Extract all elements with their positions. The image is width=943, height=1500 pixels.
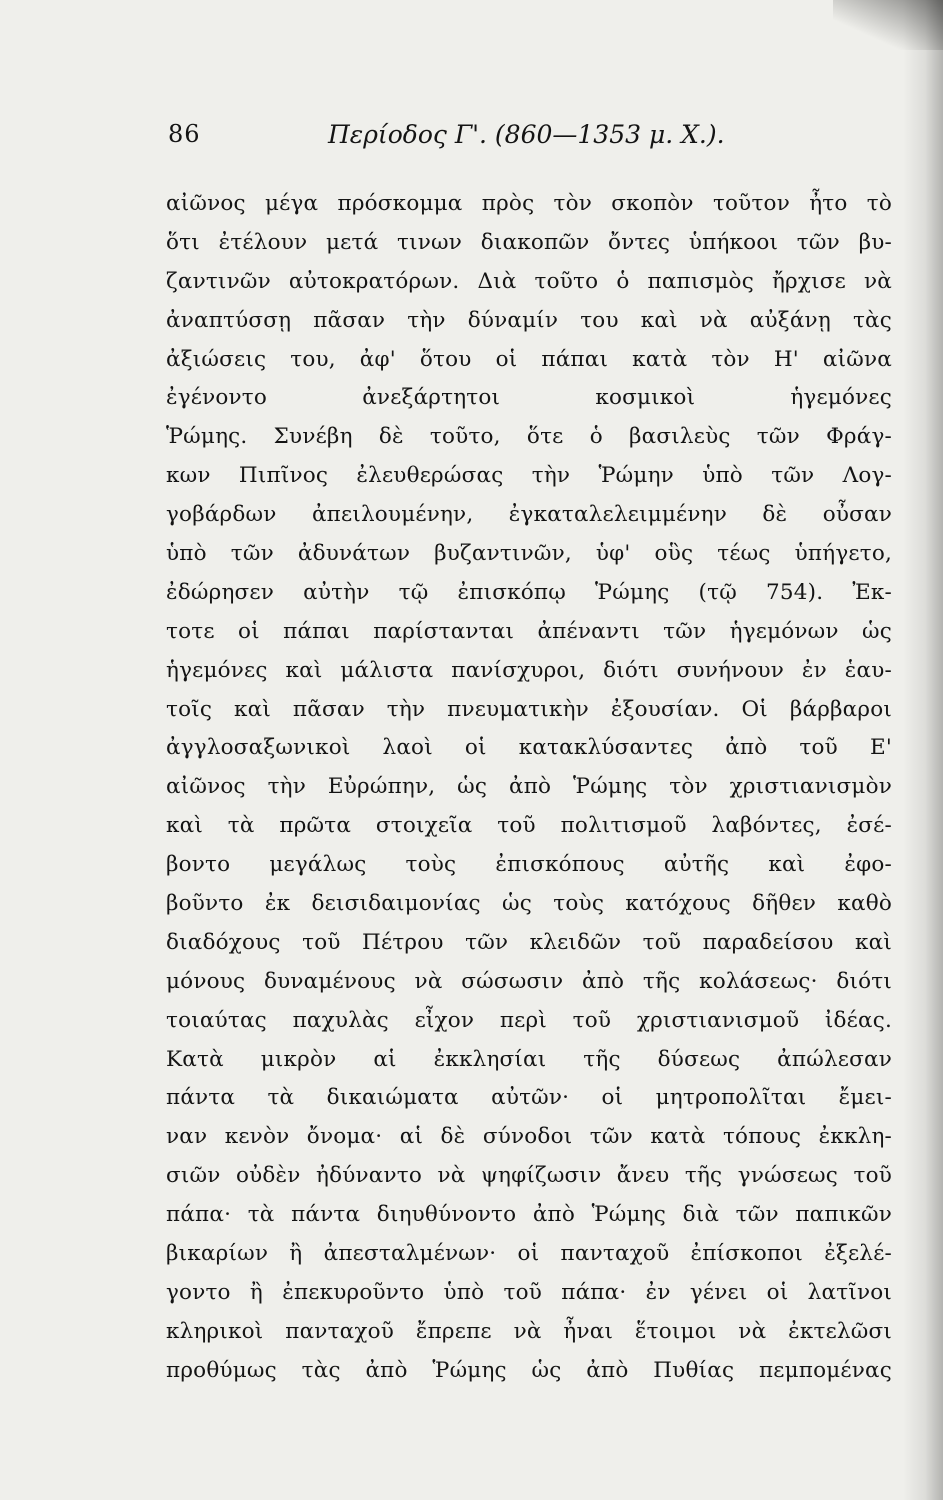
text-line: πάπα· τὰ πάντα διηυθύνοντο ἀπὸ Ῥώμης διὰ τῶν παπικῶν — [166, 1202, 892, 1228]
text-line: καὶ τὰ πρῶτα στοιχεῖα τοῦ πολιτισμοῦ λαβόντες, ἐσέ- — [166, 813, 892, 839]
text-line: βοῦντο ἐκ δεισιδαιμονίας ὡς τοὺς κατόχους δῆθεν καθὸ — [166, 891, 892, 917]
text-line: μόνους δυναμένους νὰ σώσωσιν ἀπὸ τῆς κολάσεως· διότι — [166, 968, 892, 994]
text-line: αἰῶνος τὴν Εὐρώπην, ὡς ἀπὸ Ῥώμης τὸν χριστιανισμὸν — [166, 774, 892, 800]
text-line: ζαντινῶν αὐτοκρατόρων. Διὰ τοῦτο ὁ παπισμὸς ἤρχισε νὰ — [166, 268, 892, 294]
page-corner-shadow — [833, 0, 943, 50]
text-line: ναν κενὸν ὄνομα· αἱ δὲ σύνοδοι τῶν κατὰ τόπους ἐκκλη- — [166, 1124, 892, 1150]
text-line: αἰῶνος μέγα πρόσκομμα πρὸς τὸν σκοπὸν τοῦτον ἦτο τὸ — [166, 191, 892, 216]
text-line: πάντα τὰ δικαιώματα αὐτῶν· οἱ μητροπολῖται ἔμει- — [166, 1085, 892, 1111]
text-line: ἡγεμόνες καὶ μάλιστα πανίσχυροι, διότι συνήνουν ἐν ἑαυ- — [166, 657, 892, 683]
text-line: ἀξιώσεις του, ἀφ' ὅτου οἱ πάπαι κατὰ τὸν Η' αἰῶνα — [166, 346, 892, 372]
text-line: βοντο μεγάλως τοὺς ἐπισκόπους αὐτῆς καὶ ἐφο- — [166, 852, 892, 878]
text-line: τοτε οἱ πάπαι παρίστανται ἀπέναντι τῶν ἡγεμόνων ὡς — [166, 618, 892, 644]
text-line: Ῥώμης. Συνέβη δὲ τοῦτο, ὅτε ὁ βασιλεὺς τῶν Φράγ- — [166, 424, 892, 450]
page-number: 86 — [168, 120, 201, 148]
text-line: διαδόχους τοῦ Πέτρου τῶν κλειδῶν τοῦ παραδείσου καὶ — [166, 929, 892, 955]
text-line: προθύμως τὰς ἀπὸ Ῥώμης ὡς ἀπὸ Πυθίας πεμπομένας — [166, 1357, 892, 1383]
text-line: ἀναπτύσσῃ πᾶσαν τὴν δύναμίν του καὶ νὰ αὐξάνῃ τὰς — [166, 307, 892, 333]
text-line: Κατὰ μικρὸν αἱ ἐκκλησίαι τῆς δύσεως ἀπώλεσαν — [166, 1046, 892, 1072]
text-line: ἐγένοντο ἀνεξάρτητοι κοσμικοὶ ἡγεμόνες — [166, 385, 892, 411]
text-line: ὅτι ἐτέλουν μετά τινων διακοπῶν ὄντες ὑπήκοοι τῶν βυ- — [166, 229, 892, 255]
text-line: κων Πιπῖνος ἐλευθερώσας τὴν Ῥώμην ὑπὸ τῶν Λογ- — [166, 463, 892, 489]
running-title: Περίοδος Γ'. (860—1353 μ. Χ.). — [328, 120, 725, 149]
text-line: κληρικοὶ πανταχοῦ ἔπρεπε νὰ ἦναι ἕτοιμοι νὰ ἐκτελῶσι — [166, 1318, 892, 1344]
text-line: ἐδώρησεν αὐτὴν τῷ ἐπισκόπῳ Ῥώμης (τῷ 754). Ἐκ- — [166, 579, 892, 605]
page-edge-shadow — [903, 0, 943, 1500]
text-line: σιῶν οὐδὲν ἠδύναντο νὰ ψηφίζωσιν ἄνευ τῆς γνώσεως τοῦ — [166, 1163, 892, 1189]
text-line: ὑπὸ τῶν ἀδυνάτων βυζαντινῶν, ὑφ' οὓς τέως ὑπήγετο, — [166, 541, 892, 567]
text-line: βικαρίων ἢ ἀπεσταλμένων· οἱ πανταχοῦ ἐπίσκοποι ἐξελέ- — [166, 1241, 892, 1267]
text-line: γοβάρδων ἀπειλουμένην, ἐγκαταλελειμμένην δὲ οὖσαν — [166, 502, 892, 528]
text-line: ἀγγλοσαξωνικοὶ λαοὶ οἱ κατακλύσαντες ἀπὸ τοῦ Ε' — [166, 735, 892, 761]
text-line: γοντο ἢ ἐπεκυροῦντο ὑπὸ τοῦ πάπα· ἐν γένει οἱ λατῖνοι — [166, 1279, 892, 1305]
text-line: τοῖς καὶ πᾶσαν τὴν πνευματικὴν ἐξουσίαν. Οἱ βάρβαροι — [166, 696, 892, 722]
page-header — [168, 120, 888, 160]
text-line: τοιαύτας παχυλὰς εἶχον περὶ τοῦ χριστιανισμοῦ ἰδέας. — [166, 1007, 892, 1033]
body-text — [166, 185, 892, 1391]
